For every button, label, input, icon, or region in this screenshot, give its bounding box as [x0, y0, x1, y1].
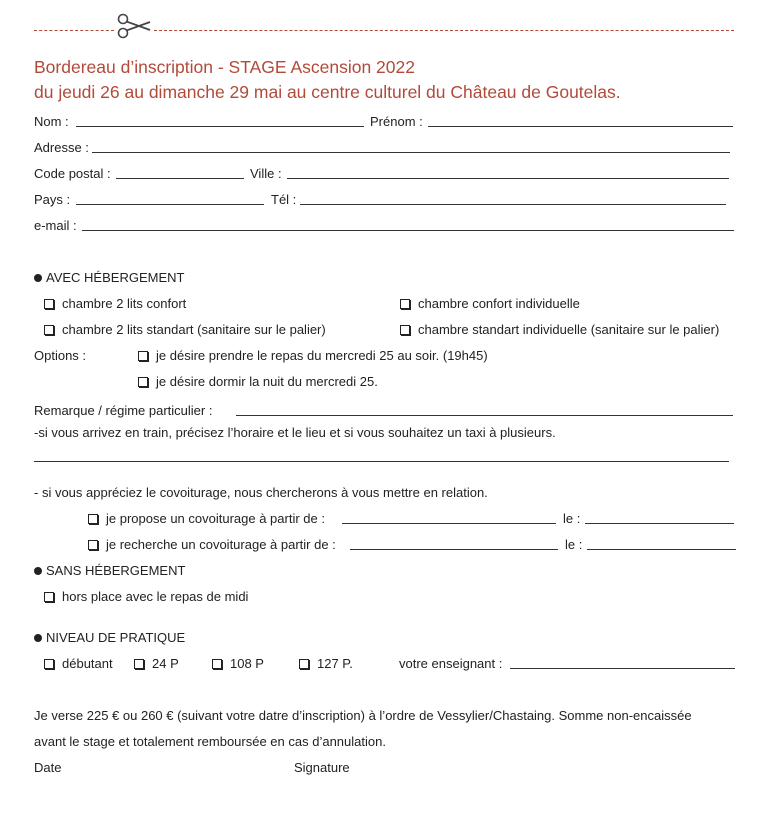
pays-label: Pays : [34, 192, 71, 207]
option-label: hors place avec le repas de midi [62, 589, 249, 604]
option-chambre-2-lits-standart[interactable] [44, 322, 326, 338]
adresse-label: Adresse : [34, 140, 89, 155]
avec-heading-text: AVEC HÉBERGEMENT [46, 270, 185, 285]
email-label: e-mail : [34, 218, 77, 233]
option-repas-mercredi[interactable] [138, 348, 488, 364]
checkbox-icon[interactable] [212, 659, 222, 669]
form-subtitle: du jeudi 26 au dimanche 29 mai au centre culturel du Château de Goutelas. [34, 82, 621, 102]
covoit-recherche-option[interactable] [88, 537, 336, 553]
sans-heading-text: SANS HÉBERGEMENT [46, 563, 186, 578]
remarque-label: Remarque / régime particulier : [34, 403, 213, 418]
ville-field[interactable] [287, 178, 729, 179]
train-note: -si vous arrivez en train, précisez l’horaire et le lieu et si vous souhaitez un taxi à plusieurs. [34, 425, 556, 440]
checkbox-icon[interactable] [44, 659, 54, 669]
option-108p[interactable] [212, 656, 264, 672]
niveau-heading-text: NIVEAU DE PRATIQUE [46, 630, 186, 645]
prenom-label: Prénom : [370, 114, 423, 129]
ville-label: Ville : [250, 166, 282, 181]
checkbox-icon[interactable] [44, 592, 54, 602]
options-label: Options : [34, 348, 87, 363]
option-label: chambre standart individuelle (sanitaire sur le palier) [418, 322, 720, 337]
checkbox-icon[interactable] [44, 325, 54, 335]
tel-field[interactable] [300, 204, 726, 205]
email-field[interactable] [82, 230, 734, 231]
prenom-field[interactable] [428, 126, 733, 127]
option-label: 108 P [230, 656, 264, 671]
covoit-propose-option[interactable] [88, 511, 325, 527]
tel-label: Tél : [271, 192, 297, 207]
remarque-field[interactable] [236, 415, 733, 416]
checkbox-icon[interactable] [299, 659, 309, 669]
option-chambre-standart-individuelle[interactable] [400, 322, 719, 338]
option-label: je recherche un covoiturage à partir de : [106, 537, 336, 552]
checkbox-icon[interactable] [88, 540, 98, 550]
cut-line-right [154, 30, 734, 31]
code-postal-label: Code postal : [34, 166, 111, 181]
option-label: chambre 2 lits standart (sanitaire sur le palier) [62, 322, 326, 337]
bullet-icon [34, 567, 42, 575]
option-nuit-mercredi[interactable] [138, 374, 378, 390]
option-label: 127 P. [317, 656, 353, 671]
covoit-recherche-date-field[interactable] [587, 549, 736, 550]
covoit-propose-le-label: le : [563, 511, 581, 526]
covoiturage-intro: - si vous appréciez le covoiturage, nous chercherons à vous mettre en relation. [34, 485, 488, 500]
paiement-text-line1: Je verse 225 € ou 260 € (suivant votre datre d’inscription) à l’ordre de Vessylier/Chastaing. Somme non-encaissée [34, 708, 692, 723]
option-label: je désire dormir la nuit du mercredi 25. [156, 374, 378, 389]
option-debutant[interactable] [44, 656, 113, 672]
code-postal-field[interactable] [116, 178, 244, 179]
niveau-pratique-heading [34, 630, 185, 646]
option-label: débutant [62, 656, 113, 671]
option-label: 24 P [152, 656, 179, 671]
option-hors-place[interactable] [44, 589, 248, 605]
remarque-field-2[interactable] [34, 461, 729, 462]
covoit-recherche-field[interactable] [350, 549, 558, 550]
nom-label: Nom : [34, 114, 69, 129]
checkbox-icon[interactable] [134, 659, 144, 669]
option-label: chambre 2 lits confort [62, 296, 187, 311]
avec-hebergement-heading [34, 270, 184, 286]
option-chambre-2-lits-confort[interactable] [44, 296, 186, 312]
sans-hebergement-heading [34, 563, 185, 579]
option-chambre-confort-individuelle[interactable] [400, 296, 580, 312]
checkbox-icon[interactable] [44, 299, 54, 309]
scissors-icon [116, 12, 152, 45]
covoit-propose-field[interactable] [342, 523, 556, 524]
signature-label: Signature [294, 760, 350, 775]
checkbox-icon[interactable] [138, 377, 148, 387]
enseignant-label: votre enseignant : [399, 656, 503, 671]
cut-line-left [34, 30, 114, 31]
date-label: Date [34, 760, 62, 775]
covoit-recherche-le-label: le : [565, 537, 583, 552]
nom-field[interactable] [76, 126, 364, 127]
option-label: je désire prendre le repas du mercredi 25 au soir. (19h45) [156, 348, 488, 363]
bullet-icon [34, 274, 42, 282]
checkbox-icon[interactable] [88, 514, 98, 524]
option-label: je propose un covoiturage à partir de : [106, 511, 325, 526]
form-title: Bordereau d’inscription - STAGE Ascension 2022 [34, 57, 415, 77]
pays-field[interactable] [76, 204, 264, 205]
adresse-field[interactable] [92, 152, 730, 153]
covoit-propose-date-field[interactable] [585, 523, 734, 524]
option-127p[interactable] [299, 656, 353, 672]
option-24p[interactable] [134, 656, 179, 672]
option-label: chambre confort individuelle [418, 296, 580, 311]
paiement-text-line2: avant le stage et totalement remboursée en cas d’annulation. [34, 734, 386, 749]
enseignant-field[interactable] [510, 668, 735, 669]
checkbox-icon[interactable] [400, 325, 410, 335]
bullet-icon [34, 634, 42, 642]
checkbox-icon[interactable] [138, 351, 148, 361]
checkbox-icon[interactable] [400, 299, 410, 309]
